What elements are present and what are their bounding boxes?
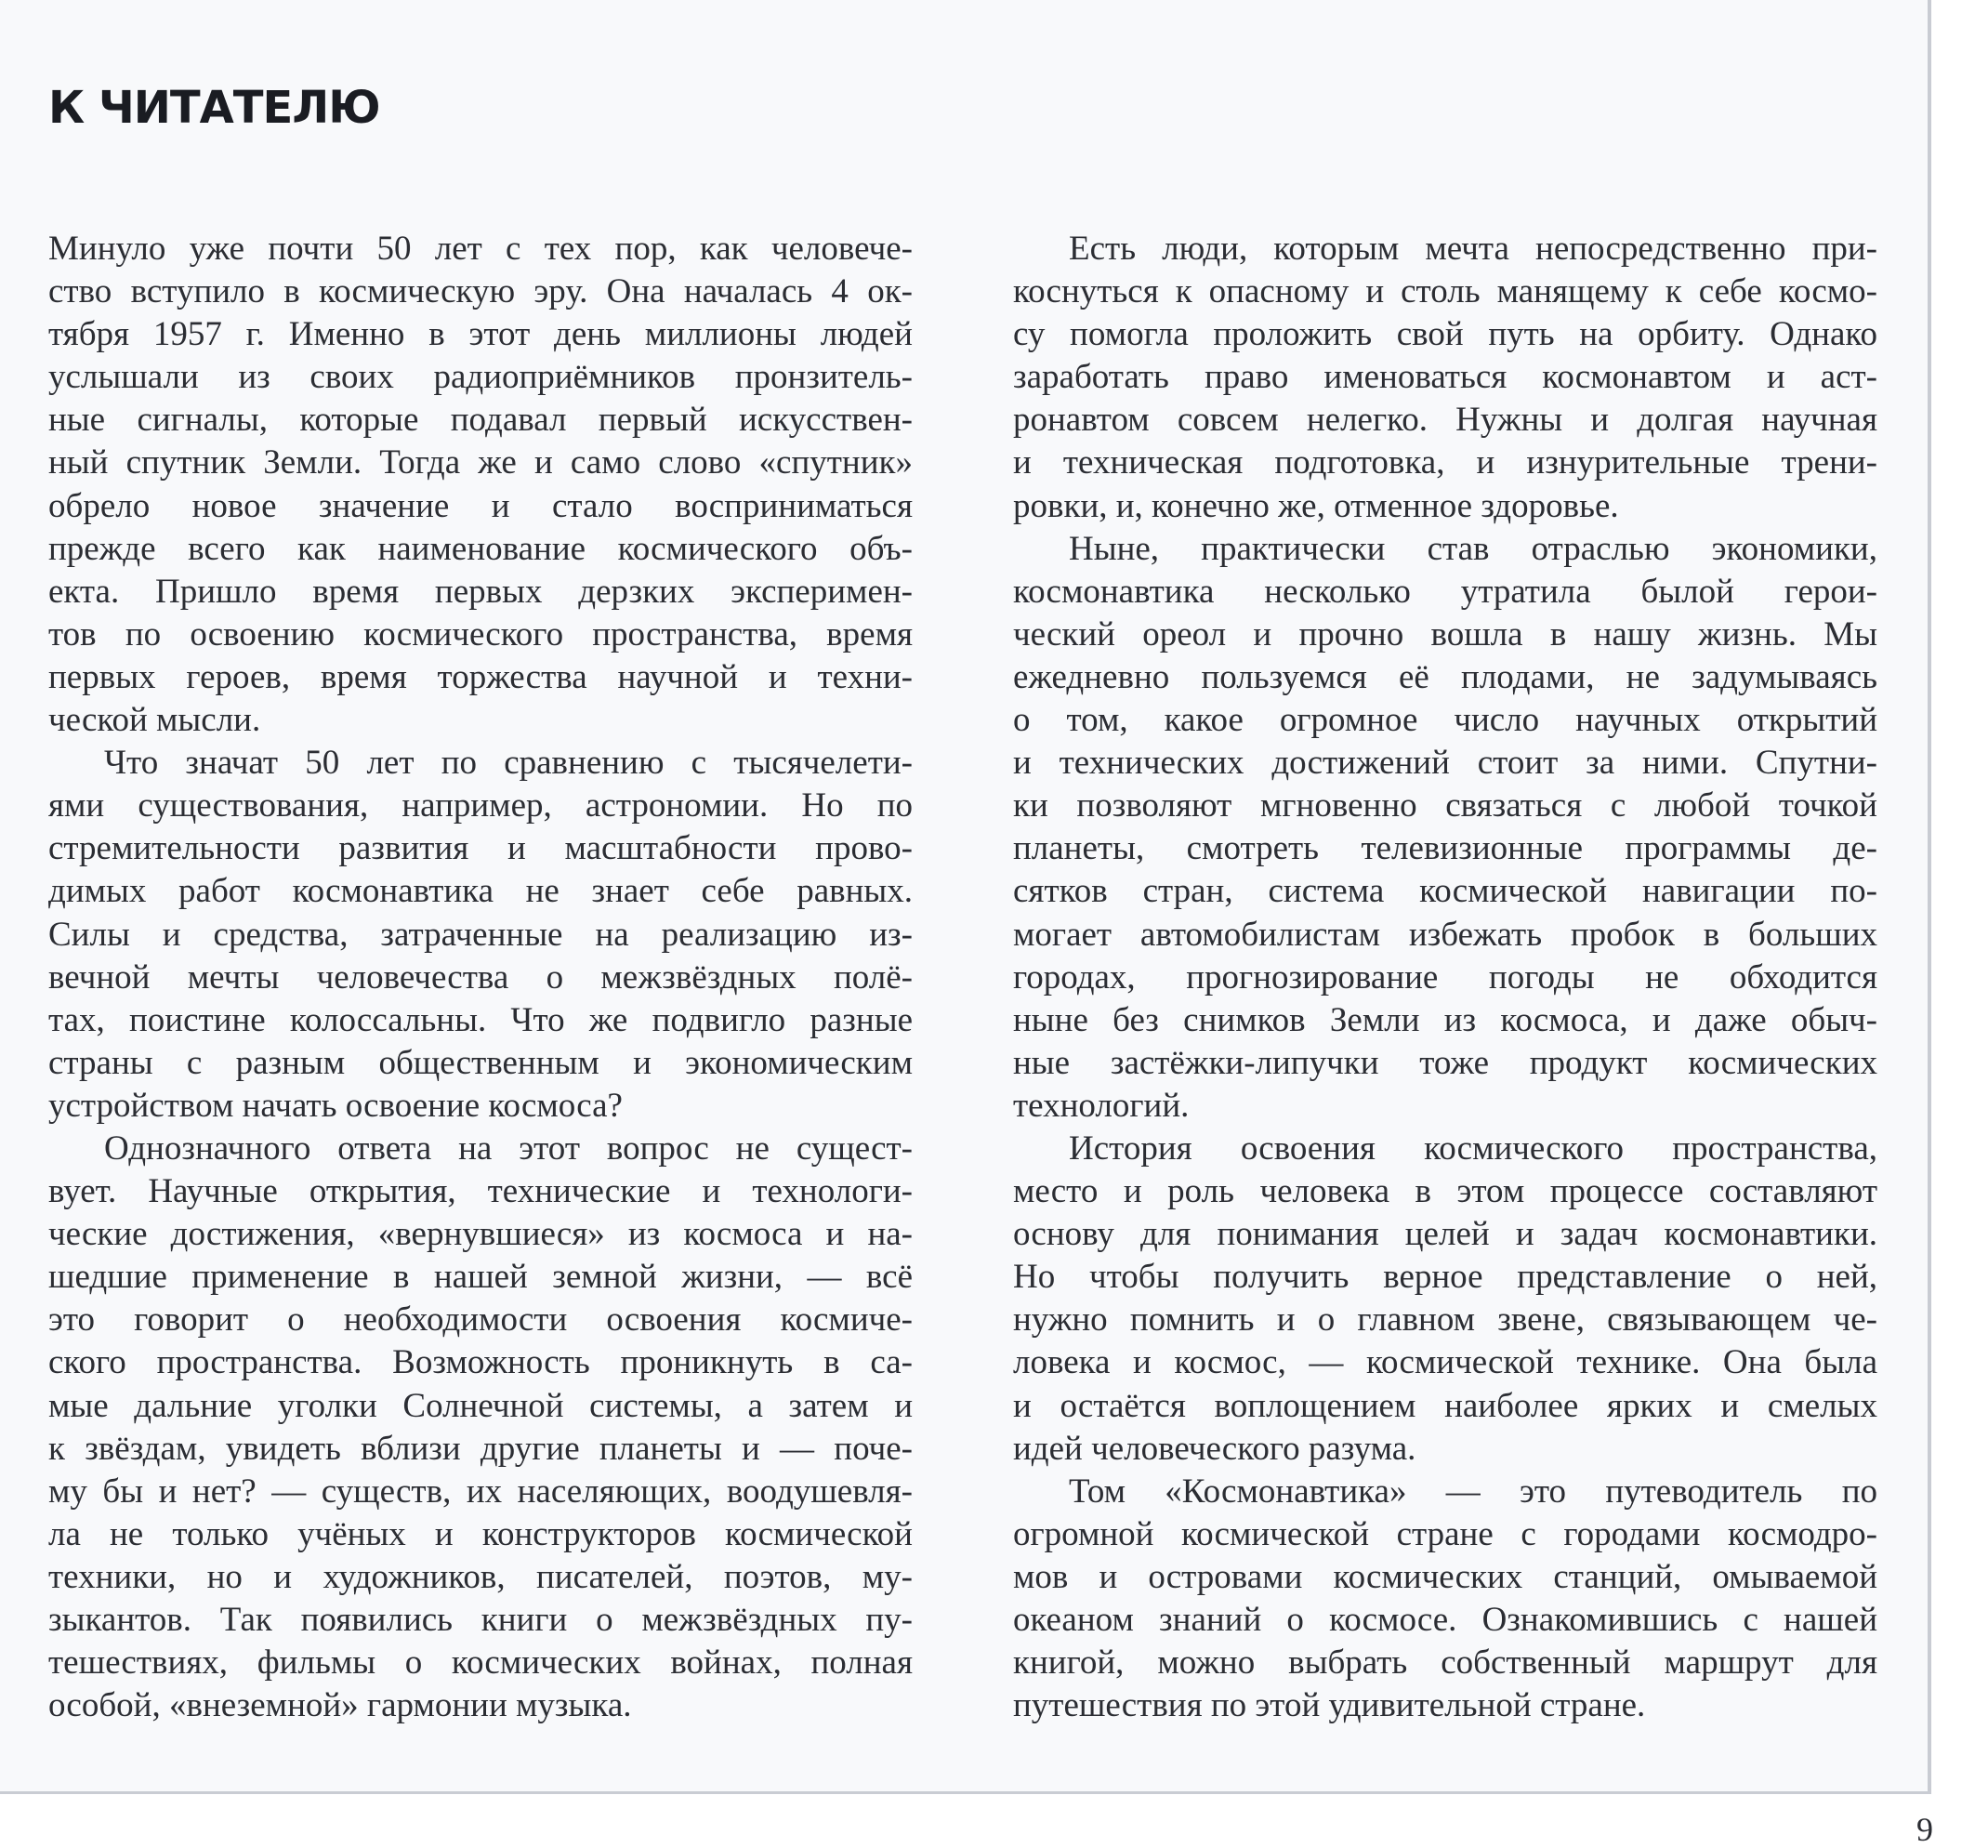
text-line: ные сигналы, которые подавал первый искусствен- [48, 401, 913, 440]
text-line: ческой мысли. [48, 701, 261, 740]
text-line: это говорит о необходимости освоения космиче- [48, 1300, 913, 1340]
text-line: идей человеческого разума. [1013, 1429, 1416, 1468]
text-line: ство вступило в космическую эру. Она началась 4 ок- [48, 272, 913, 311]
text-line: мые дальние уголки Солнечной системы, а затем и [48, 1386, 913, 1425]
text-line: Ныне, практически став отраслью экономики, [1069, 529, 1877, 568]
text-line: о том, какое огромное число научных открытий [1013, 701, 1877, 740]
text-line: нужно помнить и о главном звене, связывающем че- [1013, 1300, 1877, 1340]
text-line: первых героев, время торжества научной и техни- [48, 657, 913, 696]
text-line: ловека и космос, — космической технике. Она была [1013, 1343, 1877, 1382]
right-paragraph [1013, 528, 1877, 1128]
page-number: 9 [1916, 1811, 1933, 1848]
text-line: к звёздам, увидеть вблизи другие планеты и — поче- [48, 1429, 913, 1468]
text-line: вечной мечты человечества о межзвёздных полё- [48, 957, 913, 997]
text-line: зыкантов. Так появились книги о межзвёздных пу- [48, 1601, 913, 1639]
text-line: технологий. [1013, 1086, 1190, 1125]
text-line: ческий ореол и прочно вошла в нашу жизнь. Мы [1013, 614, 1877, 653]
text-line: му бы и нет? — существ, их населяющих, воодушевля- [48, 1472, 913, 1511]
text-line: ла не только учёных и конструкторов космической [48, 1514, 913, 1553]
text-line: тов по освоению космического пространства, время [48, 614, 913, 653]
text-line: Минуло уже почти 50 лет с тех пор, как человече- [48, 230, 913, 268]
text-line: основу для понимания целей и задач космонавтики. [1013, 1215, 1877, 1254]
page-title: К ЧИТАТЕЛЮ [48, 82, 380, 134]
text-line: Но чтобы получить верное представление о ней, [1013, 1258, 1877, 1297]
left-paragraph [48, 228, 913, 742]
text-line: путешествия по этой удивительной стране. [1013, 1686, 1646, 1725]
text-line: и технических достижений стоит за ними. Спутни- [1013, 744, 1877, 783]
text-line: особой, «внеземной» гармонии музыка. [48, 1686, 632, 1725]
text-line: ровки, и, конечно же, отменное здоровье. [1013, 486, 1619, 525]
text-line: прежде всего как наименование космического объ- [48, 529, 913, 568]
text-line: ные застёжки-липучки тоже продукт космических [1013, 1043, 1877, 1082]
text-line: страны с разным общественным и экономическим [48, 1043, 913, 1082]
text-line: вует. Научные открытия, технические и технологи- [48, 1172, 913, 1211]
text-line: Том «Космонавтика» — это путеводитель по [1069, 1472, 1877, 1511]
text-line: История освоения космического пространства, [1069, 1129, 1877, 1168]
text-line: тешествиях, фильмы о космических войнах, полная [48, 1643, 913, 1683]
text-line: коснуться к опасному и столь манящему к себе космо- [1013, 272, 1877, 311]
text-line: космонавтика несколько утратила былой герои- [1013, 572, 1877, 611]
text-line: Что значат 50 лет по сравнению с тысячелети- [104, 744, 913, 783]
text-line: океаном знаний о космосе. Ознакомившись с нашей [1013, 1601, 1877, 1639]
text-line: Есть люди, которым мечта непосредственно при- [1069, 230, 1877, 268]
right-paragraph [1013, 1471, 1877, 1728]
text-line: тах, поистине колоссальны. Что же подвигло разные [48, 1000, 913, 1039]
text-line: услышали из своих радиоприёмников пронзитель- [48, 358, 913, 397]
right-paragraph [1013, 228, 1877, 528]
text-line: ный спутник Земли. Тогда же и само слово «спутник» [48, 443, 913, 482]
text-line: ки позволяют мгновенно связаться с любой точкой [1013, 786, 1877, 825]
text-line: и остаётся воплощением наиболее ярких и смелых [1013, 1386, 1877, 1425]
text-line: екта. Пришло время первых дерзких эксперимен- [48, 572, 913, 611]
left-paragraph [48, 1128, 913, 1727]
text-line: ского пространства. Возможность проникнуть в са- [48, 1343, 913, 1382]
text-line: шедшие применение в нашей земной жизни, — всё [48, 1258, 913, 1297]
text-line: мов и островами космических станций, омываемой [1013, 1557, 1877, 1596]
text-line: ронавтом совсем нелегко. Нужны и долгая научная [1013, 401, 1877, 440]
text-line: ями существования, например, астрономии. Но по [48, 786, 913, 825]
text-line: ческие достижения, «вернувшиеся» из космоса и на- [48, 1215, 913, 1254]
right-paragraph [1013, 1128, 1877, 1471]
text-column-right [1013, 228, 1877, 1727]
text-line: заработать право именоваться космонавтом и аст- [1013, 358, 1877, 397]
text-line: могает автомобилистам избежать пробок в больших [1013, 915, 1877, 954]
text-line: устройством начать освоение космоса? [48, 1086, 623, 1125]
text-line: су помогла проложить свой путь на орбиту. Однако [1013, 315, 1877, 354]
text-line: книгой, можно выбрать собственный маршрут для [1013, 1643, 1877, 1683]
text-line: ежедневно пользуемся её плодами, не задумываясь [1013, 657, 1877, 696]
text-line: обрело новое значение и стало восприниматься [48, 486, 913, 525]
left-paragraph [48, 742, 913, 1128]
text-line: стремительности развития и масштабности прово- [48, 829, 913, 868]
text-line: место и роль человека в этом процессе составляют [1013, 1172, 1877, 1211]
text-line: Силы и средства, затраченные на реализацию из- [48, 915, 913, 954]
text-line: тября 1957 г. Именно в этот день миллионы людей [48, 315, 913, 354]
text-line: планеты, смотреть телевизионные программы де- [1013, 829, 1877, 868]
text-line: городах, прогнозирование погоды не обходится [1013, 957, 1877, 997]
text-line: и техническая подготовка, и изнурительные трени- [1013, 443, 1877, 482]
text-line: техники, но и художников, писателей, поэтов, му- [48, 1557, 913, 1596]
text-line: ныне без снимков Земли из космоса, и даже обыч- [1013, 1000, 1877, 1039]
text-line: огромной космической стране с городами космодро- [1013, 1514, 1877, 1553]
text-line: димых работ космонавтика не знает себе равных. [48, 872, 913, 911]
text-column-left [48, 228, 913, 1727]
text-line: сятков стран, система космической навигации по- [1013, 872, 1877, 911]
text-line: Однозначного ответа на этот вопрос не сущест- [104, 1129, 913, 1168]
